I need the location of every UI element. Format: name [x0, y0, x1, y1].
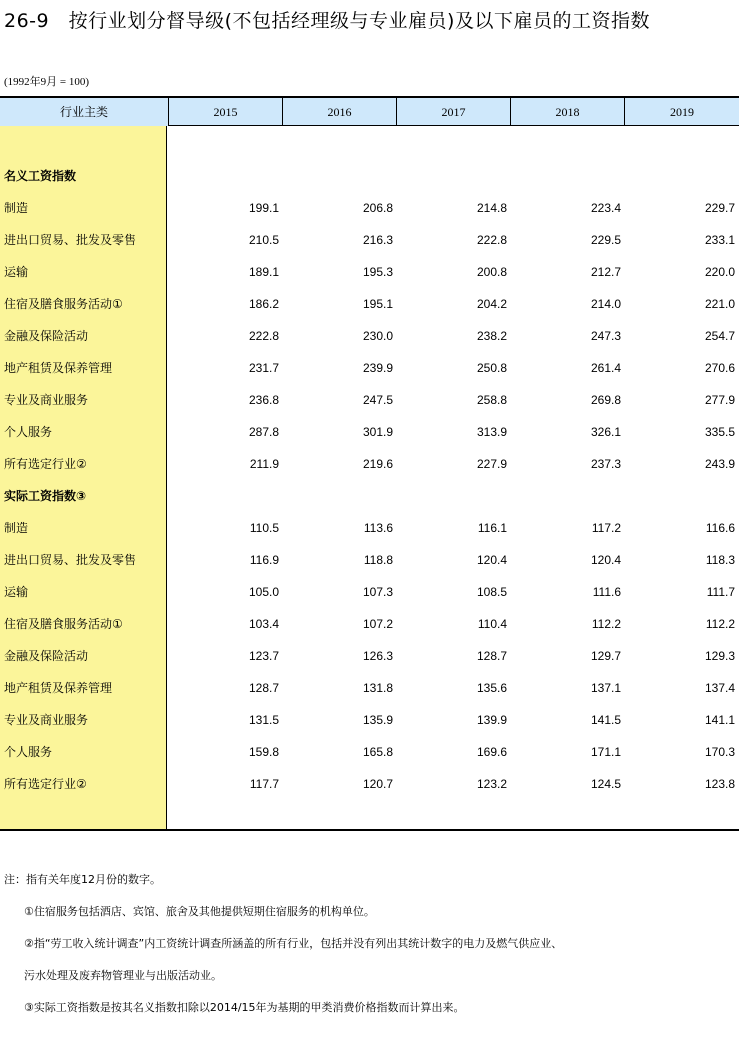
table-row — [0, 520, 739, 552]
value-cell: 165.8 — [362, 745, 393, 759]
row-label: 所有选定行业② — [4, 777, 87, 791]
value-cell: 171.1 — [590, 745, 621, 759]
table-row — [0, 328, 739, 360]
row-label: 专业及商业服务 — [4, 713, 89, 727]
footnote: ②指“劳工收入统计调查”内工资统计调查所涵盖的所有行业，包括并没有列出其统计数字的电力及燃气供应业、 — [24, 937, 563, 950]
footnote: ③实际工资指数是按其名义指数扣除以2014/15年为基期的甲类消费价格指数而计算出来。 — [24, 1001, 465, 1014]
value-cell: 112.2 — [591, 617, 621, 631]
table-row — [0, 680, 739, 712]
value-cell: 169.6 — [476, 745, 507, 759]
value-cell: 141.1 — [704, 713, 735, 727]
value-cell: 111.6 — [592, 585, 621, 599]
value-cell: 128.7 — [476, 649, 507, 663]
value-cell: 335.5 — [704, 425, 735, 439]
row-label: 地产租赁及保养管理 — [4, 681, 113, 695]
value-cell: 212.7 — [590, 265, 621, 279]
table-row — [0, 296, 739, 328]
value-cell: 135.9 — [362, 713, 393, 727]
table-row — [0, 264, 739, 296]
wage-index-table — [0, 96, 739, 830]
value-cell: 239.9 — [362, 361, 393, 375]
value-cell: 236.8 — [248, 393, 279, 407]
value-cell: 117.2 — [591, 521, 621, 535]
row-label: 个人服务 — [4, 425, 53, 439]
value-cell: 269.8 — [590, 393, 621, 407]
value-cell: 129.3 — [704, 649, 735, 663]
value-cell: 220.0 — [704, 265, 735, 279]
value-cell: 211.9 — [249, 457, 279, 471]
row-label: 制造 — [4, 201, 29, 215]
row-label: 地产租赁及保养管理 — [4, 361, 113, 375]
row-label: 专业及商业服务 — [4, 393, 89, 407]
header-year: 2016 — [282, 98, 396, 126]
value-cell: 120.7 — [362, 777, 393, 791]
value-cell: 103.4 — [248, 617, 279, 631]
value-cell: 111.7 — [706, 585, 735, 599]
value-cell: 206.8 — [362, 201, 393, 215]
base-period-note: (1992年9月 = 100) — [4, 76, 90, 88]
value-cell: 199.1 — [248, 201, 279, 215]
value-cell: 120.4 — [590, 553, 621, 567]
value-cell: 230.0 — [362, 329, 393, 343]
value-cell: 326.1 — [590, 425, 621, 439]
table-row — [0, 744, 739, 776]
value-cell: 216.3 — [362, 233, 393, 247]
value-cell: 247.5 — [362, 393, 393, 407]
value-cell: 110.5 — [249, 521, 279, 535]
value-cell: 107.3 — [362, 585, 393, 599]
value-cell: 128.7 — [248, 681, 279, 695]
value-cell: 229.5 — [590, 233, 621, 247]
row-label: 所有选定行业② — [4, 457, 87, 471]
value-cell: 214.0 — [590, 297, 621, 311]
table-row — [0, 200, 739, 232]
value-cell: 214.8 — [476, 201, 507, 215]
value-cell: 204.2 — [476, 297, 507, 311]
value-cell: 221.0 — [704, 297, 735, 311]
value-cell: 108.5 — [476, 585, 507, 599]
value-cell: 210.5 — [248, 233, 279, 247]
value-cell: 233.1 — [704, 233, 735, 247]
value-cell: 247.3 — [590, 329, 621, 343]
table-row — [0, 616, 739, 648]
table-row — [0, 776, 739, 808]
table-row — [0, 232, 739, 264]
value-cell: 195.3 — [362, 265, 393, 279]
value-cell: 287.8 — [248, 425, 279, 439]
value-cell: 110.4 — [477, 617, 507, 631]
row-label: 金融及保险活动 — [4, 329, 89, 343]
section-title: 名义工资指数 — [4, 169, 77, 183]
table-bottom-rule — [0, 829, 739, 831]
value-cell: 313.9 — [476, 425, 507, 439]
value-cell: 123.8 — [704, 777, 735, 791]
value-cell: 159.8 — [248, 745, 279, 759]
value-cell: 123.2 — [476, 777, 507, 791]
row-label: 个人服务 — [4, 745, 53, 759]
header-year: 2019 — [624, 98, 739, 126]
value-cell: 131.8 — [362, 681, 393, 695]
header-year: 2018 — [510, 98, 624, 126]
table-header — [0, 96, 739, 126]
value-cell: 261.4 — [590, 361, 621, 375]
table-row — [0, 392, 739, 424]
value-cell: 219.6 — [362, 457, 393, 471]
value-cell: 112.2 — [705, 617, 735, 631]
value-cell: 186.2 — [248, 297, 279, 311]
value-cell: 222.8 — [248, 329, 279, 343]
table-title: 26-9 按行业划分督导级(不包括经理级与专业雇员)及以下雇员的工资指数 — [4, 10, 650, 32]
value-cell: 277.9 — [704, 393, 735, 407]
table-row — [0, 360, 739, 392]
table-row — [0, 456, 739, 488]
table-row — [0, 424, 739, 456]
value-cell: 227.9 — [476, 457, 507, 471]
value-cell: 231.7 — [248, 361, 279, 375]
value-cell: 237.3 — [590, 457, 621, 471]
value-cell: 223.4 — [590, 201, 621, 215]
value-cell: 116.1 — [477, 521, 507, 535]
row-label: 住宿及膳食服务活动① — [4, 617, 123, 631]
value-cell: 105.0 — [248, 585, 279, 599]
value-cell: 113.6 — [363, 521, 393, 535]
table-row — [0, 712, 739, 744]
value-cell: 243.9 — [704, 457, 735, 471]
value-cell: 254.7 — [704, 329, 735, 343]
value-cell: 129.7 — [590, 649, 621, 663]
value-cell: 116.6 — [705, 521, 735, 535]
value-cell: 258.8 — [476, 393, 507, 407]
value-cell: 137.1 — [590, 681, 621, 695]
value-cell: 120.4 — [476, 553, 507, 567]
table-row — [0, 648, 739, 680]
value-cell: 123.7 — [248, 649, 279, 663]
footnote: 污水处理及废弃物管理业与出版活动业。 — [24, 969, 222, 982]
value-cell: 222.8 — [476, 233, 507, 247]
header-category: 行业主类 — [0, 98, 168, 126]
value-cell: 118.8 — [363, 553, 393, 567]
value-cell: 229.7 — [704, 201, 735, 215]
row-label: 制造 — [4, 521, 29, 535]
row-label: 住宿及膳食服务活动① — [4, 297, 123, 311]
row-label: 进出口贸易、批发及零售 — [4, 233, 137, 247]
value-cell: 141.5 — [590, 713, 621, 727]
value-cell: 270.6 — [704, 361, 735, 375]
value-cell: 189.1 — [248, 265, 279, 279]
header-year: 2015 — [168, 98, 282, 126]
header-year: 2017 — [396, 98, 510, 126]
footnote: 注：指有关年度12月份的数字。 — [4, 873, 161, 886]
section-row — [0, 168, 739, 200]
value-cell: 131.5 — [248, 713, 279, 727]
value-cell: 139.9 — [476, 713, 507, 727]
section-row — [0, 488, 739, 520]
row-label: 运输 — [4, 585, 29, 599]
value-cell: 137.4 — [704, 681, 735, 695]
row-label: 进出口贸易、批发及零售 — [4, 553, 137, 567]
value-cell: 301.9 — [362, 425, 393, 439]
value-cell: 195.1 — [362, 297, 393, 311]
value-cell: 126.3 — [362, 649, 393, 663]
value-cell: 107.2 — [362, 617, 393, 631]
value-cell: 170.3 — [704, 745, 735, 759]
section-title: 实际工资指数③ — [4, 489, 87, 503]
value-cell: 117.7 — [249, 777, 279, 791]
table-row — [0, 552, 739, 584]
value-cell: 135.6 — [476, 681, 507, 695]
row-label: 运输 — [4, 265, 29, 279]
footnote: ①住宿服务包括酒店、宾馆、旅舍及其他提供短期住宿服务的机构单位。 — [24, 905, 375, 918]
value-cell: 118.3 — [705, 553, 735, 567]
value-cell: 250.8 — [476, 361, 507, 375]
value-cell: 124.5 — [590, 777, 621, 791]
value-cell: 116.9 — [249, 553, 279, 567]
table-row — [0, 584, 739, 616]
row-label: 金融及保险活动 — [4, 649, 89, 663]
value-cell: 238.2 — [476, 329, 507, 343]
value-cell: 200.8 — [476, 265, 507, 279]
